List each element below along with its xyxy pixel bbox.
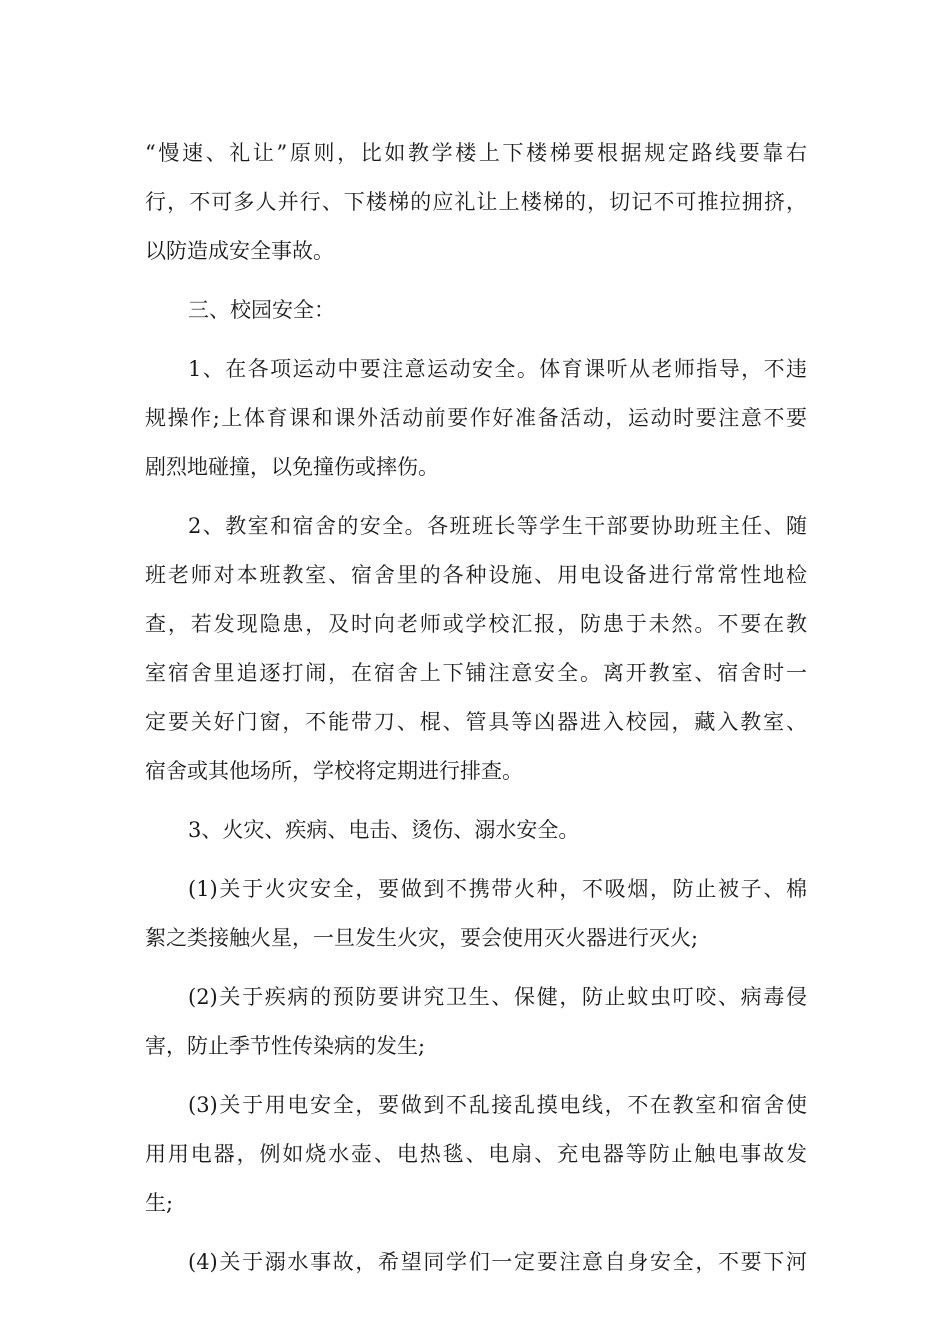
text-line: 班老师对本班教室、宿舍里的各种设施、用电设备进行常常性地检 (145, 563, 807, 587)
text-line: 2、教室和宿舍的安全。各班班长等学生干部要协助班主任、随 (188, 514, 807, 538)
text-line: “慢速、礼让”原则，比如教学楼上下楼梯要根据规定路线要靠右 (145, 141, 807, 165)
body-text (145, 129, 807, 1287)
text-line: 行，不可多人并行、下楼梯的应礼让上楼梯的，切记不可推拉拥挤， (145, 190, 807, 214)
text-line: 絮之类接触火星，一旦发生火灾，要会使用灭火器进行灭火; (145, 926, 699, 950)
text-line: 3、火灾、疾病、电击、烫伤、溺水安全。 (188, 818, 580, 842)
text-line: 1、在各项运动中要注意运动安全。体育课听从老师指导，不违 (188, 357, 807, 381)
text-line: (3)关于用电安全，要做到不乱接乱摸电线，不在教室和宿舍使 (188, 1093, 807, 1117)
text-line: 用用电器，例如烧水壶、电热毯、电扇、充电器等防止触电事故发 (145, 1142, 807, 1166)
text-line: 生; (145, 1191, 174, 1215)
text-line: 定要关好门窗，不能带刀、棍、管具等凶器进入校园，藏入教室、 (145, 710, 807, 734)
text-line: 害，防止季节性传染病的发生; (145, 1034, 426, 1058)
text-line: 查，若发现隐患，及时向老师或学校汇报，防患于未然。不要在教 (145, 612, 807, 636)
text-line: 规操作;上体育课和课外活动前要作好准备活动，运动时要注意不要 (145, 406, 807, 430)
text-line: (1)关于火灾安全，要做到不携带火种，不吸烟，防止被子、棉 (188, 877, 807, 901)
text-line: 剧烈地碰撞，以免撞伤或摔伤。 (145, 455, 439, 479)
text-line: 室宿舍里追逐打闹，在宿舍上下铺注意安全。离开教室、宿舍时一 (145, 661, 807, 685)
text-line: 宿舍或其他场所，学校将定期进行排查。 (145, 759, 523, 783)
section-heading: 三、校园安全： (188, 298, 335, 322)
text-line: 以防造成安全事故。 (145, 239, 334, 263)
text-line: (2)关于疾病的预防要讲究卫生、保健，防止蚊虫叮咬、病毒侵 (188, 985, 807, 1009)
text-line: (4)关于溺水事故，希望同学们一定要注意自身安全，不要下河 (188, 1250, 807, 1274)
